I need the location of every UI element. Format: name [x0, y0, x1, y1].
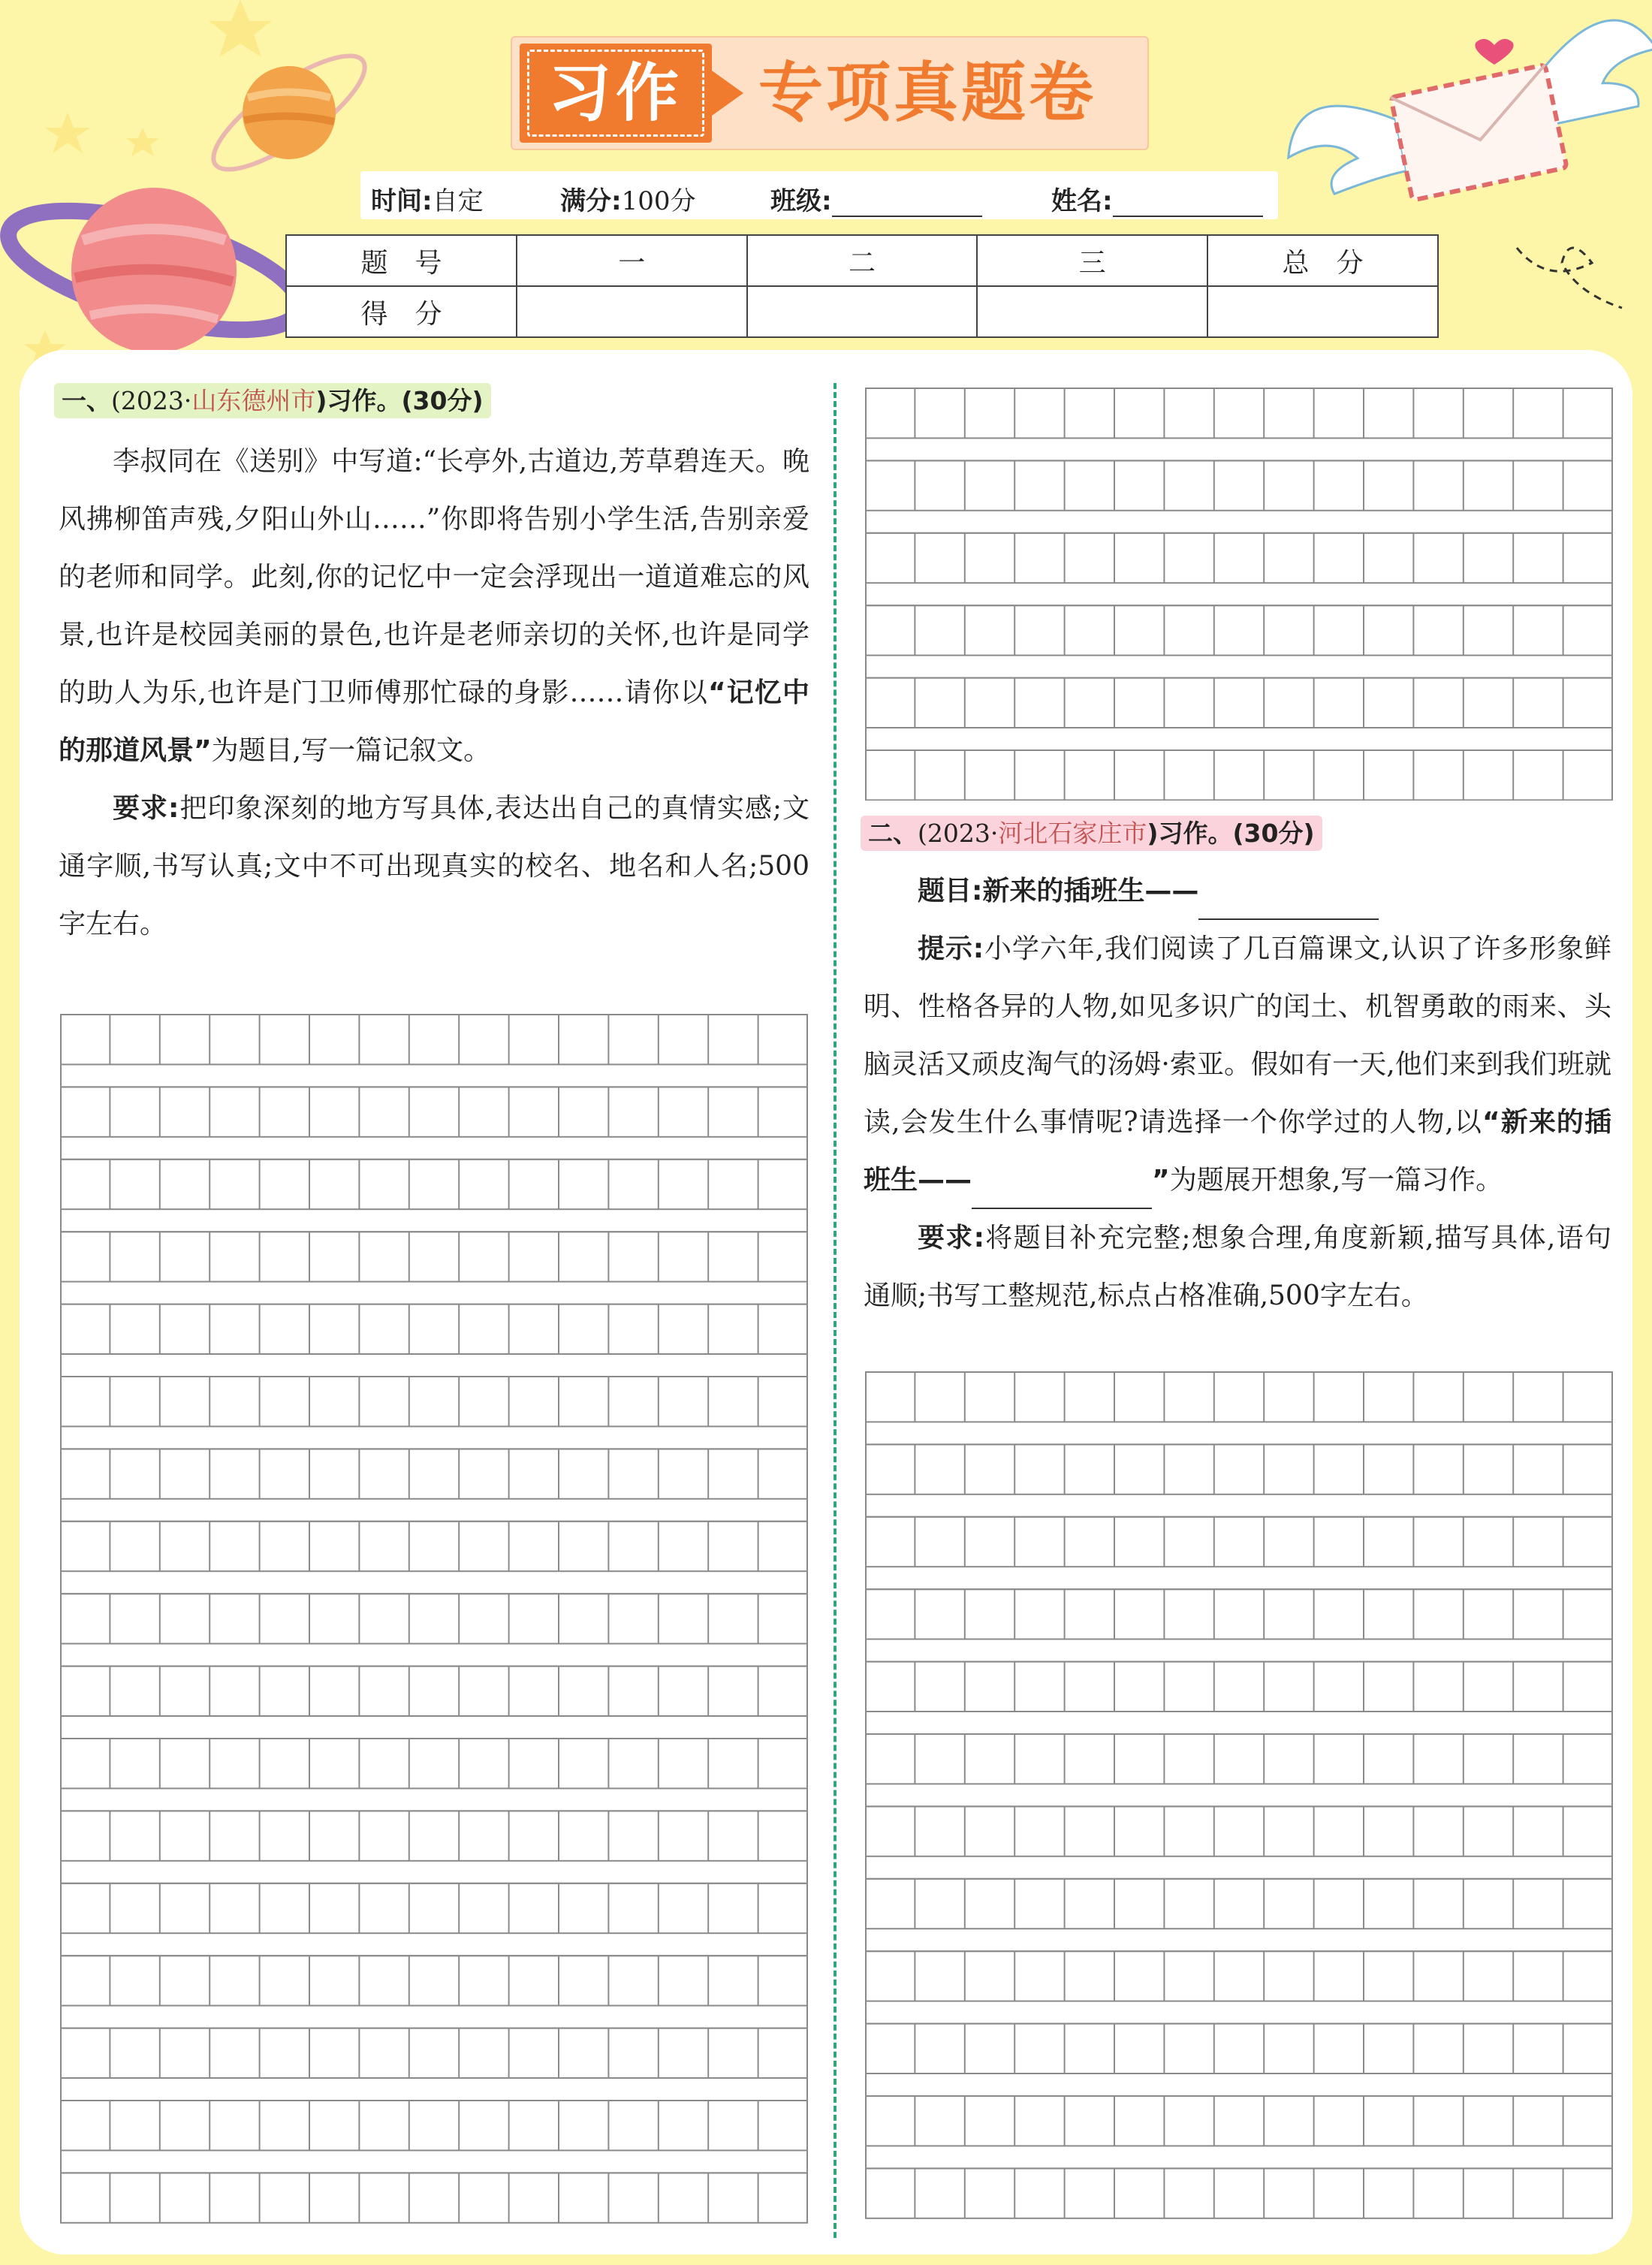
grid-row [866, 1951, 1612, 2001]
grid-row [866, 533, 1612, 583]
grid-row [866, 388, 1612, 438]
q1-writing-grid-continued[interactable] [865, 388, 1613, 801]
score-table-header: 二 [747, 235, 978, 286]
grid-row [61, 1087, 807, 1136]
grid-row [61, 1522, 807, 1571]
time-field: 时间:自定 [371, 186, 484, 216]
grid-row [61, 2101, 807, 2150]
q2-header: 二、(2023·河北石家庄市)习作。(30分) [861, 814, 1322, 849]
grid-row [61, 1739, 807, 1788]
grid-row [61, 1666, 807, 1716]
q2-title-label: 题目:新来的插班生—— [918, 876, 1199, 906]
full-score-field: 满分:100分 [560, 186, 696, 216]
q2-writing-grid[interactable] [865, 1371, 1613, 2224]
grid-row [866, 1444, 1612, 1494]
grid-row [866, 678, 1612, 728]
score-cell[interactable] [977, 286, 1207, 337]
grid-row [866, 1517, 1612, 1567]
grid-row [61, 1377, 807, 1426]
grid-row [866, 1734, 1612, 1784]
grid-row [866, 2024, 1612, 2073]
q2-title-blank[interactable] [1198, 896, 1379, 920]
q2-prompt: 题目:新来的插班生—— 提示:小学六年,我们阅读了几百篇课文,认识了许多形象鲜明、性格各异的人物,如见多识广的闰土、机智勇敢的雨来、头脑灵活又顽皮淘气的汤姆·索亚。假如有一天,他们来到我们班就读,会发生什么事情呢?请选择一个你学过的人物,以“新来的插班生—— ”为题展开想象,写一篇习作。 要求:将题目补充完整;想象合理,角度新颖,描写具体,语句通顺;书写工整规范,标点占格准确,500字左右。 [864, 876, 1611, 1311]
grid-row [61, 1594, 807, 1643]
grid-row [61, 2028, 807, 2078]
grid-row [61, 1015, 807, 1064]
grid-row [61, 2173, 807, 2222]
grid-row [61, 1160, 807, 1209]
score-cell[interactable] [747, 286, 978, 337]
grid-row [61, 1232, 807, 1281]
q1-header: 一、(2023·山东德州市)习作。(30分) [54, 382, 491, 417]
grid-row [61, 1883, 807, 1933]
grid-row [61, 1304, 807, 1354]
score-table-header: 总 分 [1207, 235, 1438, 286]
grid-row [866, 1806, 1612, 1856]
grid-row [61, 1956, 807, 2005]
score-table [285, 234, 1439, 338]
banner-title-part2: 专项真题卷 [758, 56, 1096, 131]
class-field[interactable]: 班级: [770, 180, 982, 217]
grid-row [866, 1879, 1612, 1929]
grid-row [61, 1449, 807, 1498]
score-table-header: 三 [977, 235, 1207, 286]
q1-prompt: 李叔同在《送别》中写道:“长亭外,古道边,芳草碧连天。晚风拂柳笛声残,夕阳山外山……”你即将告别小学生活,告别亲爱的老师和同学。此刻,你的记忆中一定会浮现出一道道难忘的风景,也许是校园美丽的景色,也许是老师亲切的关怀,也许是同学的助人为乐,也许是门卫师傅那忙碌的身影……请你以“记忆中的那道风景”为题目,写一篇记叙文。 要求:把印象深刻的地方写具体,表达出自己的真情实感;文通字顺,书写认真;文中不可出现真实的校名、地名和人名;500字左右。 [59, 446, 809, 939]
grid-row [61, 1811, 807, 1860]
grid-row [866, 2168, 1612, 2218]
score-table-header: 题 号 [286, 235, 517, 286]
title-banner [511, 36, 1149, 150]
grid-row [866, 1372, 1612, 1422]
grid-row [866, 1589, 1612, 1639]
grid-row [866, 750, 1612, 800]
q1-writing-grid[interactable] [60, 1014, 808, 2226]
grid-row [866, 605, 1612, 655]
banner-title-part1: 习作 [547, 56, 683, 130]
grid-row [866, 460, 1612, 510]
score-table-header: 一 [517, 235, 747, 286]
column-divider [834, 383, 837, 2238]
grid-row [866, 2096, 1612, 2146]
exam-info-strip [360, 171, 1278, 219]
score-cell[interactable] [517, 286, 747, 337]
score-cell[interactable] [1207, 286, 1438, 337]
score-row-label: 得 分 [286, 286, 517, 337]
name-field[interactable]: 姓名: [1051, 180, 1263, 217]
grid-row [866, 1662, 1612, 1712]
